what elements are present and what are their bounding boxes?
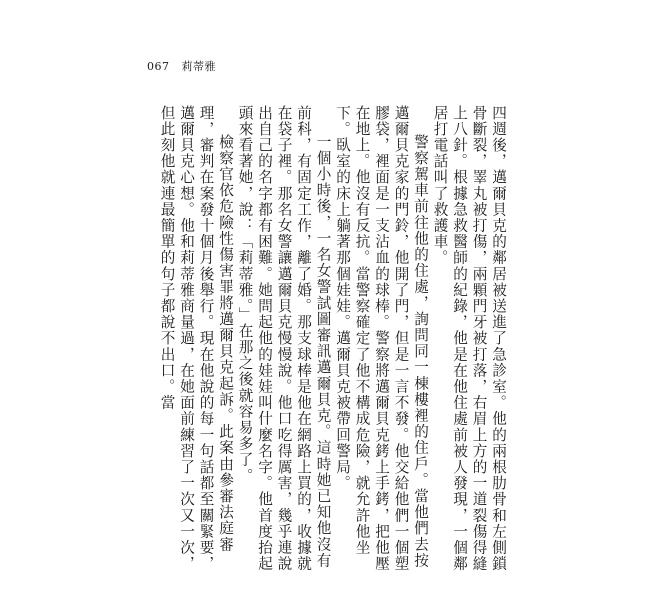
page-number: 067: [147, 60, 170, 73]
paragraph: 一個小時後，一名女警試圖審訊邁爾貝克。這時她已知他沒有前科，有固定工作，離了婚。那支球棒是他在網路上買的，收據就在袋子裡。那名女警讓邁爾貝克慢慢說。他口吃得厲害，幾乎連說出自己的名字都有困難。她問起他的娃娃叫什麼名字。他首度抬起頭來看著她，說：「莉蒂雅。」在那之後就容易多了。: [236, 105, 332, 572]
paragraph: 四週後，邁爾貝克的鄰居被送進了急診室。他的兩根肋骨和左側鎖骨斷裂，睪丸被打傷，兩顆門牙被打落，右眉上方的一道裂傷得縫上八針。根據急救醫師的紀錄，他是在他住處前被人發現，一個鄰居打電話叫了救護車。: [431, 105, 507, 572]
paragraph: 警察駕車前往他的住處，詢問同一棟樓裡的住戶。當他們去按邁爾貝克家的門鈴，他開了門，但是一言不發。他交給他們一個塑膠袋，裡面是一支沾血的球棒。警察將邁爾貝克銬上手銬，把他壓在地上。他沒有反抗。當警察確定了他不構成危險，就允許他坐下。臥室的床上躺著那個娃娃。邁爾貝克被帶回警局。: [334, 105, 429, 572]
book-title: 莉蒂雅: [181, 60, 216, 73]
paragraph: 檢察官依危險性傷害罪將邁爾貝克起訴。此案由參審法庭審理，審判在案發十個月後舉行。現在他說的每一句話都至關緊要，邁爾貝克心想。他和莉蒂雅商量過，在她面前練習了一次又一次，但此刻他就連最簡單的句子都說不出口。當: [158, 105, 234, 572]
vertical-text-block: [157, 105, 508, 575]
running-head: [147, 58, 216, 74]
